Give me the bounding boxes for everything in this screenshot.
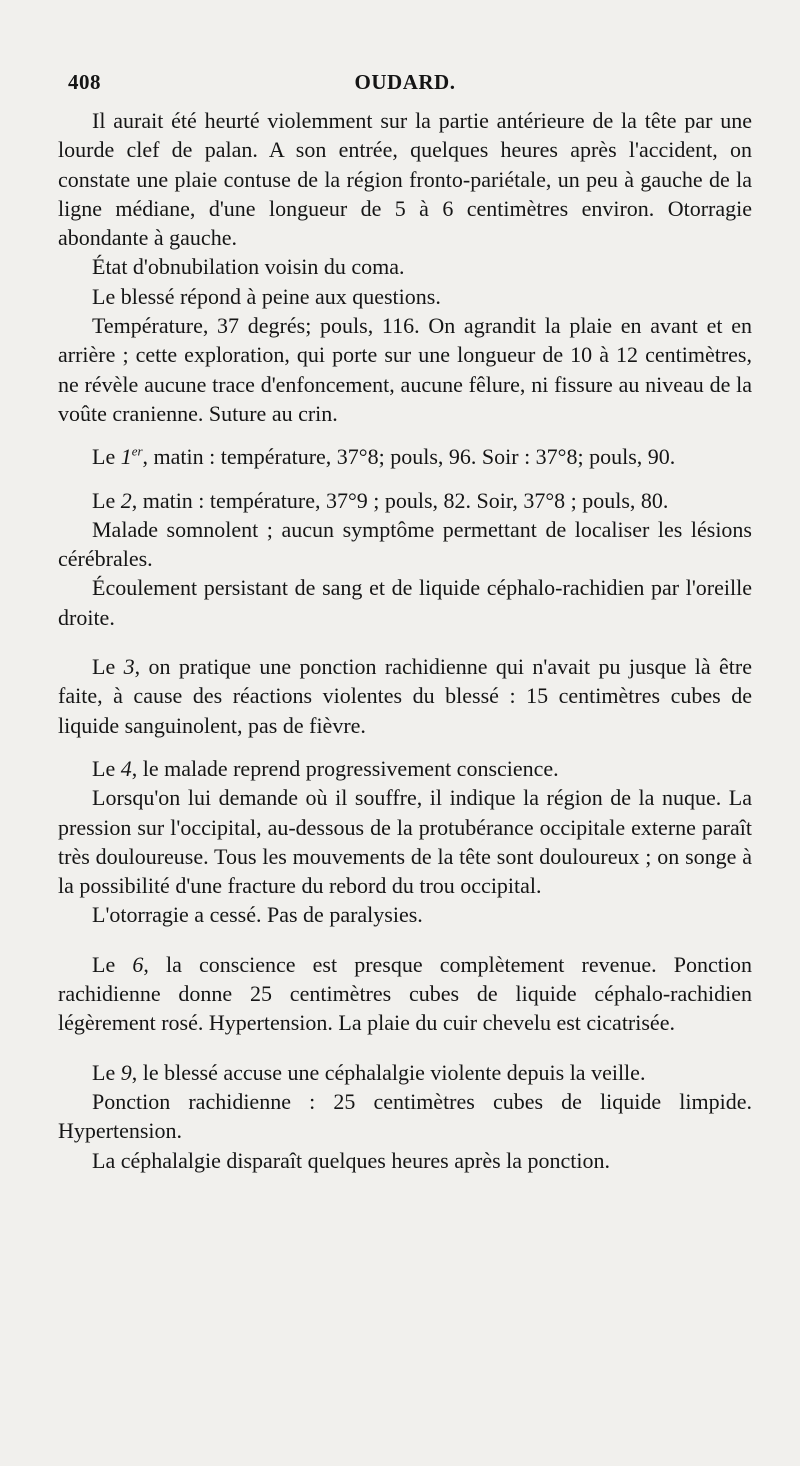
paragraph-day-9 (58, 1058, 752, 1087)
day-number: 3 (123, 654, 135, 680)
day-text: , matin : température, 37°8; pouls, 96. Soir : 37°8; pouls, 90. (142, 444, 676, 470)
day-text: , le blessé accuse une céphalalgie violente depuis la veille. (131, 1059, 646, 1085)
day-lead: Le (92, 755, 121, 781)
paragraph-obnubilation: État d'obnubilation voisin du coma. (92, 254, 405, 280)
body-text (58, 106, 752, 1175)
paragraph-ponction: Ponction rachidienne : 25 centimètres cubes de liquide limpide. Hypertension. (58, 1088, 752, 1144)
day-lead: Le (92, 1059, 121, 1085)
paragraph-temperature: Température, 37 degrés; pouls, 116. On agrandit la plaie en avant et en arrière ; cette exploration, qui porte sur une longueur de 10 à 12 centimètres, ne révèle aucune trace d'enfoncement, aucune fêlure, ni fissure au niveau de la voûte cranienne. Suture au crin. (58, 313, 752, 426)
running-title: OUDARD. (354, 70, 456, 94)
running-head (58, 70, 752, 106)
day-number: 1 (120, 444, 132, 470)
day-text: , on pratique une ponction rachidienne qui n'avait pu jusque là être faite, à cause des réactions violentes du blessé : 15 centimètres cubes de liquide sanguinolent, pas de fièvre. (58, 654, 753, 738)
day-number: 9 (120, 1059, 132, 1085)
day-lead: Le (92, 654, 124, 680)
day-text: , matin : température, 37°9 ; pouls, 82. Soir, 37°8 ; pouls, 80. (131, 487, 669, 513)
paragraph-questions: Le blessé répond à peine aux questions. (92, 283, 441, 309)
day-text: , le malade reprend progressivement conscience. (131, 755, 559, 781)
paragraph-somnolent: Malade somnolent ; aucun symptôme permettant de localiser les lésions cérébrales. (58, 516, 752, 572)
day-lead: Le (92, 444, 121, 470)
paragraph-day-6 (58, 950, 752, 1038)
paragraph-day-1 (58, 442, 752, 471)
day-lead: Le (92, 951, 133, 977)
paragraph-injury: Il aurait été heurté violemment sur la partie antérieure de la tête par une lourde clef de palan. A son entrée, quelques heures après l'accident, on constate une plaie contuse de la région fronto-pariétale, un peu à gauche de la ligne médiane, d'une longueur de 5 à 6 centimètres environ. Otorragie abondante à gauche. (58, 108, 752, 251)
day-superscript: er (131, 443, 143, 459)
paragraph-nuque: Lorsqu'on lui demande où il souffre, il indique la région de la nuque. La pression sur l'occipital, au-dessous de la protubérance occipitale externe paraît très douloureuse. Tous les mouvements de la tête sont douloureux ; on songe à la possibilité d'une fracture du rebord du trou occipital. (58, 785, 752, 899)
paragraph-otorragie: L'otorragie a cessé. Pas de paralysies. (92, 902, 423, 928)
paragraph-cephalalgie: La céphalalgie disparaît quelques heures après la ponction. (92, 1147, 611, 1173)
day-number: 4 (120, 755, 132, 781)
paragraph-day-4 (58, 754, 752, 783)
paragraph-ecoulement: Écoulement persistant de sang et de liquide céphalo-rachidien par l'oreille droite. (58, 575, 752, 630)
day-number: 6 (132, 951, 144, 977)
page-number: 408 (68, 70, 101, 94)
paragraph-day-2 (58, 486, 752, 515)
day-text: , la conscience est presque complètement revenue. Ponction rachidienne donne 25 centimètres cubes de liquide céphalo-rachidien légèrement rosé. Hypertension. La plaie du cuir chevelu est cicatrisée. (58, 951, 752, 1036)
day-lead: Le (92, 487, 121, 513)
paragraph-day-3 (58, 652, 752, 740)
day-number: 2 (120, 487, 132, 513)
